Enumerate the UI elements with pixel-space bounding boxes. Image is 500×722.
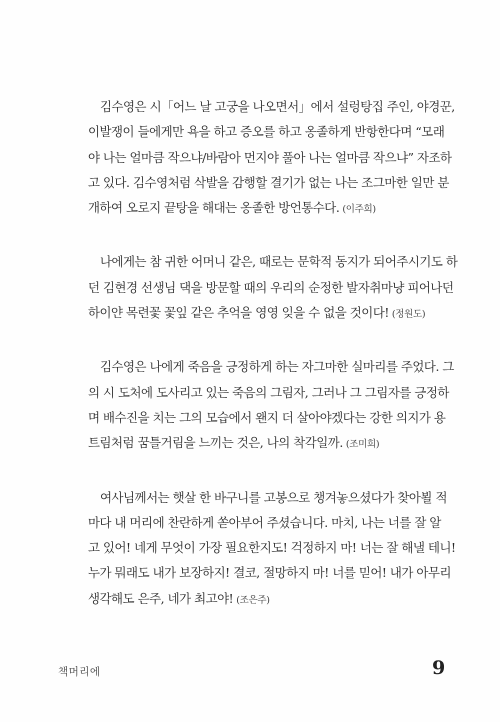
paragraph-2 <box>88 249 458 327</box>
paragraph-line: 고 있어! 네게 무엇이 가장 필요한지도! 걱정하지 마! 너는 잘 해낼 테니! <box>88 540 456 556</box>
paragraph-line-last <box>88 195 426 222</box>
paragraph-line: 야 나는 얼마큼 작으냐/바람아 먼지야 풀아 나는 얼마큼 작으냐” 자조하 <box>88 149 452 165</box>
running-footer-section-title: 책머리에 <box>58 666 101 678</box>
paragraph-text: 개하여 오로지 끝탕을 해대는 옹졸한 방언통수다. <box>88 200 340 216</box>
paragraph-line: 누가 뭐래도 내가 보장하지! 결코, 절망하지 마! 너를 믿어! 내가 아무리 <box>88 565 451 581</box>
paragraph-line: 고 있다. 김수영처럼 삭발을 감행할 결기가 없는 나는 조그마한 일만 분 <box>88 174 449 190</box>
paragraph-line-last <box>88 430 426 457</box>
author-citation: (정원도) <box>391 309 426 321</box>
paragraph-4 <box>88 485 456 613</box>
paragraph-line: 마다 내 머리에 찬란하게 쏟아부어 주셨습니다. 마치, 나는 너를 잘 알 <box>88 514 441 530</box>
author-citation: (이주희) <box>342 204 376 216</box>
paragraph-line: 나에게는 참 귀한 어머니 같은, 때로는 문학적 동지가 되어주시기도 하 <box>100 254 458 270</box>
paragraph-line: 김수영은 나에게 죽음을 긍정하게 하는 자그마한 실마리를 주었다. 그 <box>100 359 454 375</box>
paragraph-text: 생각해도 은주, 네가 최고야! <box>88 590 234 606</box>
paragraph-text: 하이얀 목련꽃 꽃잎 같은 추억을 영영 잊을 수 없을 것이다! <box>88 305 389 321</box>
author-citation: (조미희) <box>345 439 380 451</box>
paragraph-text: 트림처럼 꿈틀거림을 느끼는 것은, 나의 착각일까. <box>88 435 343 451</box>
paragraph-1 <box>88 94 455 222</box>
paragraph-line: 김수영은 시「어느 날 고궁을 나오면서」에서 설렁탕집 주인, 야경꾼, <box>100 99 455 114</box>
paragraph-line-last <box>88 300 426 327</box>
paragraph-line-last <box>88 586 426 613</box>
paragraph-line: 던 김현경 선생님 댁을 방문할 때의 우리의 순정한 발자취마냥 피어나던 <box>88 279 454 295</box>
author-citation: (조은주) <box>236 594 270 606</box>
paragraph-3 <box>88 354 454 457</box>
paragraph-line: 여사님께서는 햇살 한 바구니를 고봉으로 챙겨놓으셨다가 찾아뵐 적 <box>100 489 447 505</box>
paragraph-line: 의 시 도처에 도사리고 있는 죽음의 그림자, 그러나 그 그림자를 긍정하 <box>88 384 449 400</box>
paragraph-line: 이발쟁이 들에게만 욕을 하고 증오를 하고 옹졸하게 반항한다며 “모래 <box>88 124 445 140</box>
preface-body <box>88 94 458 640</box>
paragraph-line: 며 배수진을 치는 그의 모습에서 왠지 더 살아야겠다는 강한 의지가 용 <box>88 409 446 425</box>
page-number: 9 <box>432 657 446 679</box>
